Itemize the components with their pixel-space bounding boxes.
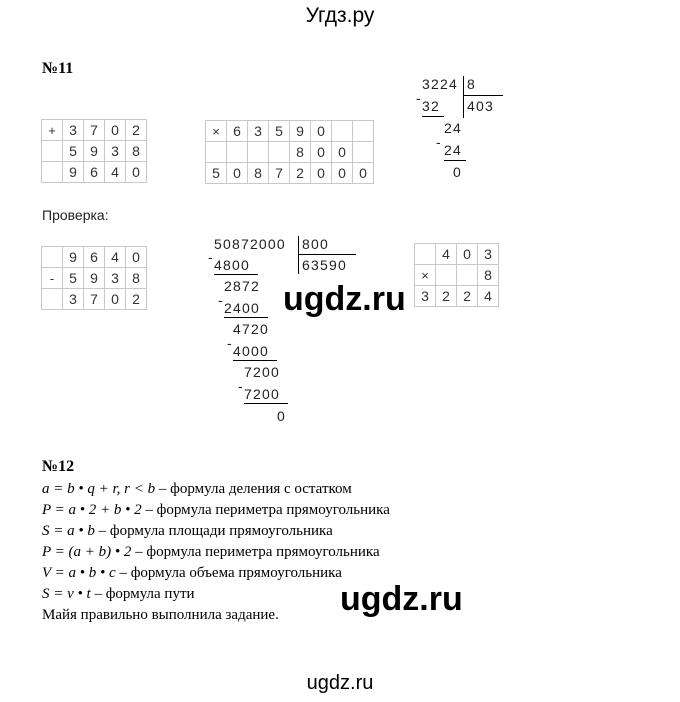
- digit: 0: [105, 120, 126, 141]
- long-division-big: [208, 236, 374, 436]
- digit: 8: [290, 142, 311, 163]
- plus-sign: +: [42, 120, 63, 141]
- empty-cell: [436, 265, 457, 286]
- addition-grid: [41, 119, 147, 183]
- digit: 8: [478, 265, 499, 286]
- digit: 9: [63, 162, 84, 183]
- digit: 8: [248, 163, 269, 184]
- digit: [248, 142, 269, 163]
- digit: 3: [415, 286, 436, 307]
- formula-desc: – формула объема прямоугольника: [115, 565, 342, 581]
- digit: [353, 142, 374, 163]
- digit: 0: [457, 244, 478, 265]
- underline: [244, 403, 288, 404]
- empty-cell: [206, 142, 227, 163]
- step: 4800: [214, 257, 250, 273]
- formula-desc: – формула деления с остатком: [155, 481, 352, 497]
- step: 2400: [224, 300, 260, 316]
- minus-sign: -: [42, 268, 63, 289]
- digit: 9: [290, 121, 311, 142]
- digit: 9: [84, 268, 105, 289]
- underline: [422, 116, 444, 117]
- subtraction-grid: [41, 246, 147, 310]
- digit: [227, 142, 248, 163]
- empty-cell: [457, 265, 478, 286]
- empty-cell: [42, 289, 63, 310]
- digit: 4: [436, 244, 457, 265]
- watermark-mid: ugdz.ru: [283, 280, 406, 318]
- digit: 3: [105, 268, 126, 289]
- digit: 3: [63, 289, 84, 310]
- digit: 2: [126, 120, 147, 141]
- formula-list: [42, 479, 390, 626]
- long-division-small: [418, 76, 518, 186]
- quotient: 403: [467, 98, 494, 114]
- formula-expr: V = a • b • c: [42, 565, 116, 581]
- digit: 2: [126, 289, 147, 310]
- formula-desc: – формула площади прямоугольника: [94, 523, 333, 539]
- minus-sign: -: [208, 249, 214, 265]
- times-sign: ×: [206, 121, 227, 142]
- digit: 0: [332, 142, 353, 163]
- digit: [353, 121, 374, 142]
- formula-expr: P = (a + b) • 2: [42, 544, 132, 560]
- digit: 5: [63, 141, 84, 162]
- digit: 2: [290, 163, 311, 184]
- formula-expr: P = a • 2 + b • 2: [42, 502, 142, 518]
- digit: [332, 121, 353, 142]
- step: 4720: [233, 321, 269, 337]
- minus-sign: -: [227, 335, 233, 351]
- digit: 0: [105, 289, 126, 310]
- digit: 0: [227, 163, 248, 184]
- minus-sign: -: [218, 292, 224, 308]
- formula-expr: S = v • t: [42, 586, 91, 602]
- dividend: 50872000: [214, 236, 286, 252]
- digit: 6: [227, 121, 248, 142]
- digit: 0: [311, 142, 332, 163]
- formula-desc: – формула периметра прямоугольника: [131, 544, 380, 560]
- divisor: 8: [467, 76, 476, 92]
- formula-line: [42, 500, 390, 521]
- check-label: Проверка:: [42, 207, 109, 223]
- digit: 3: [248, 121, 269, 142]
- formula-expr: S = a • b: [42, 523, 95, 539]
- digit: 7: [84, 289, 105, 310]
- division-bracket: [298, 236, 299, 274]
- empty-cell: [415, 244, 436, 265]
- minus-sign: -: [416, 90, 422, 106]
- formula-line: [42, 563, 390, 584]
- digit: 6: [84, 162, 105, 183]
- task12-number: №12: [42, 458, 75, 475]
- digit: 8: [126, 141, 147, 162]
- digit: 6: [84, 247, 105, 268]
- digit: 3: [478, 244, 499, 265]
- digit: 9: [84, 141, 105, 162]
- formula-expr: a = b • q + r, r < b: [42, 481, 156, 497]
- digit: 4: [105, 247, 126, 268]
- divisor: 800: [302, 236, 329, 252]
- minus-sign: -: [238, 378, 244, 394]
- underline: [233, 360, 277, 361]
- formula-line: [42, 542, 390, 563]
- underline: [214, 274, 258, 275]
- step: 7200: [244, 386, 280, 402]
- digit: 5: [63, 268, 84, 289]
- remainder: 24: [444, 120, 462, 136]
- digit: 3: [63, 120, 84, 141]
- check-multiplication-grid: [414, 243, 499, 307]
- times-sign: ×: [415, 265, 436, 286]
- step: 4000: [233, 343, 269, 359]
- formula-desc: – формула периметра прямоугольника: [141, 502, 390, 518]
- digit: 9: [63, 247, 84, 268]
- digit: 8: [126, 268, 147, 289]
- division-bracket: [463, 76, 464, 118]
- site-title: Угдз.ру: [305, 4, 375, 27]
- digit: 2: [457, 286, 478, 307]
- subtrahend: 24: [444, 142, 462, 158]
- digit: [269, 142, 290, 163]
- digit: 0: [353, 163, 374, 184]
- task11-number: №11: [42, 60, 74, 77]
- digit: 4: [105, 162, 126, 183]
- digit: 5: [206, 163, 227, 184]
- digit: 4: [478, 286, 499, 307]
- formula-line: [42, 479, 390, 500]
- footer-watermark: ugdz.ru: [306, 672, 374, 694]
- digit: 0: [311, 163, 332, 184]
- underline: [224, 317, 268, 318]
- quotient: 63590: [302, 257, 347, 273]
- watermark-lower: ugdz.ru: [340, 580, 463, 618]
- minus-sign: -: [436, 134, 442, 150]
- formula-line: [42, 584, 390, 605]
- digit: 5: [269, 121, 290, 142]
- quotient-line: [298, 254, 356, 255]
- digit: 0: [126, 247, 147, 268]
- digit: 7: [84, 120, 105, 141]
- empty-cell: [42, 247, 63, 268]
- digit: 0: [332, 163, 353, 184]
- formula-line: [42, 521, 390, 542]
- digit: 7: [269, 163, 290, 184]
- digit: 2: [436, 286, 457, 307]
- subtrahend: 32: [422, 98, 440, 114]
- digit: 3: [105, 141, 126, 162]
- multiplication-grid: [205, 120, 374, 184]
- underline: [444, 160, 466, 161]
- step: 0: [277, 408, 286, 424]
- dividend: 3224: [422, 76, 458, 92]
- step: 7200: [244, 364, 280, 380]
- remainder: 0: [453, 164, 462, 180]
- empty-cell: [42, 162, 63, 183]
- digit: 0: [311, 121, 332, 142]
- quotient-line: [463, 95, 503, 96]
- conclusion: Майя правильно выполнила задание.: [42, 607, 279, 623]
- step: 2872: [224, 278, 260, 294]
- empty-cell: [42, 141, 63, 162]
- formula-desc: – формула пути: [90, 586, 195, 602]
- digit: 0: [126, 162, 147, 183]
